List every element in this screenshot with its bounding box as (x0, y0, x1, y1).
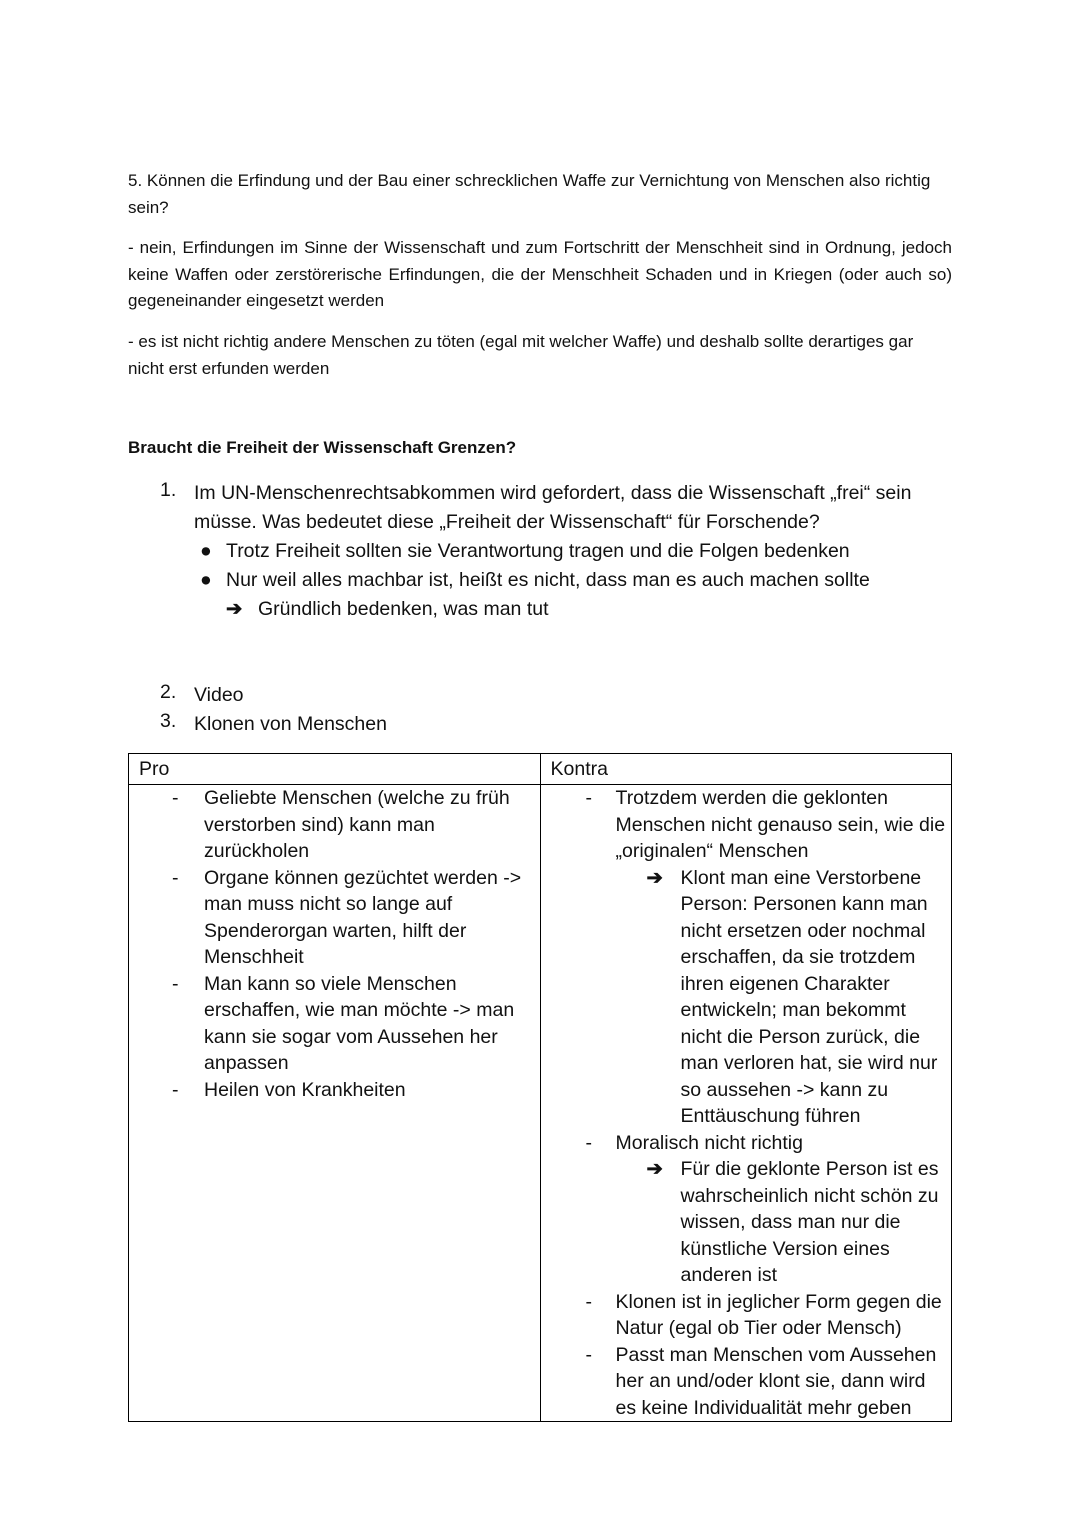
arrow-right-icon: ➔ (646, 1158, 663, 1180)
kontra-header: Kontra (540, 754, 952, 785)
kontra-subpoint-text: Für die geklonte Person ist es wahrscheinlich nicht schön zu wissen, dass man nur die künstliche Version eines anderen ist (680, 1158, 939, 1286)
pro-header: Pro (129, 754, 541, 785)
arrow-note (226, 595, 549, 624)
kontra-subpoint (646, 1156, 951, 1289)
bullet-item (194, 566, 954, 595)
pro-point: - Heilen von Krankheiten (172, 1078, 406, 1101)
arrow-right-icon: ➔ (646, 866, 663, 889)
kontra-point: - Passt man Menschen vom Aussehen her an und/oder klont sie, dann wird es keine Individualität mehr geben (585, 1343, 937, 1419)
kontra-column (540, 785, 952, 1422)
answer-paragraph: - es ist nicht richtig andere Menschen zu töten (egal mit welcher Waffe) und deshalb sollte derartiges gar nicht erst erfunden werden (128, 332, 914, 378)
bullet-text: Nur weil alles machbar ist, heißt es nicht, dass man es auch machen sollte (226, 569, 870, 591)
bullet-text: Trotz Freiheit sollten sie Verantwortung tragen und die Folgen bedenken (226, 540, 850, 562)
question-5: 5. Können die Erfindung und der Bau einer schrecklichen Waffe zur Vernichtung von Menschen also richtig sein? (128, 171, 931, 217)
list-item-text: Klonen von Menschen (194, 713, 387, 735)
list-item (160, 681, 952, 710)
table-header-row (129, 754, 952, 785)
table-row (129, 785, 952, 1422)
bullet-dot-icon: ● (200, 540, 212, 562)
list-item-text: Video (194, 684, 244, 706)
list-item (160, 710, 952, 739)
bullet-dot-icon: ● (200, 569, 212, 591)
pro-point: - Man kann so viele Menschen erschaffen, wie man möchte -> man kann sie sogar vom Aussehen her anpassen (172, 972, 515, 1074)
kontra-subpoint (646, 865, 951, 1130)
pro-contra-table (128, 753, 952, 1422)
pro-point-text: Geliebte Menschen (welche zu früh verstorben sind) kann man zurückholen (204, 787, 510, 862)
kontra-point-text: Trotzdem werden die geklonten Menschen nicht genauso sein, wie die „originalen“ Menschen (615, 787, 946, 862)
list-item-text: Im UN-Menschenrechtsabkommen wird gefordert, dass die Wissenschaft „frei“ sein müsse. Was bedeutet diese „Freiheit der Wissenschaft“ für Forschende? (194, 482, 912, 533)
pro-point: - Organe können gezüchtet werden -> man muss nicht so lange auf Spenderorgan warten, hilft der Menschheit (172, 866, 522, 968)
kontra-subpoint-text: Klont man eine Verstorbene Person: Personen kann man nicht ersetzen oder nochmal erschaffen, da sie trotzdem ihren eigenen Charakter entwickeln; man bekommt nicht die Person zurück, die man verloren hat, sie wird nur so aussehen -> kann zu Enttäuschung führen (680, 866, 938, 1127)
bullet-item (194, 537, 954, 566)
list-item (160, 479, 952, 537)
list-number: 1. (160, 479, 177, 501)
pro-column (129, 785, 541, 1422)
answer-paragraph: - nein, Erfindungen im Sinne der Wissenschaft und zum Fortschritt der Menschheit sind in Ordnung, jedoch keine Waffen oder zerstörerische Erfindungen, die der Menschheit Schaden und in Kriegen (oder auch so) gegeneinander eingesetzt werden (128, 238, 952, 310)
kontra-point: - Klonen ist in jeglicher Form gegen die Natur (egal ob Tier oder Mensch) (585, 1290, 942, 1339)
pro-point-text: Heilen von Krankheiten (204, 1078, 406, 1101)
arrow-note-text: Gründlich bedenken, was man tut (258, 598, 549, 620)
arrow-right-icon: ➔ (226, 598, 243, 620)
kontra-point-text: Moralisch nicht richtig (615, 1131, 803, 1154)
pro-point-text: Organe können gezüchtet werden -> man muss nicht so lange auf Spenderorgan warten, hilft der Menschheit (204, 866, 522, 968)
kontra-point-text: Klonen ist in jeglicher Form gegen die Natur (egal ob Tier oder Mensch) (615, 1290, 942, 1339)
pro-point-text: Man kann so viele Menschen erschaffen, wie man möchte -> man kann sie sogar vom Aussehen her anpassen (204, 972, 515, 1074)
list-number: 3. (160, 710, 177, 732)
section-heading: Braucht die Freiheit der Wissenschaft Grenzen? (128, 438, 517, 457)
kontra-point: - Moralisch nicht richtig (585, 1131, 803, 1154)
kontra-point-text: Passt man Menschen vom Aussehen her an und/oder klont sie, dann wird es keine Individualität mehr geben (615, 1343, 937, 1419)
kontra-point: - Trotzdem werden die geklonten Menschen nicht genauso sein, wie die „originalen“ Menschen (585, 787, 946, 862)
list-number: 2. (160, 681, 177, 703)
pro-point: - Geliebte Menschen (welche zu früh verstorben sind) kann man zurückholen (172, 787, 510, 862)
